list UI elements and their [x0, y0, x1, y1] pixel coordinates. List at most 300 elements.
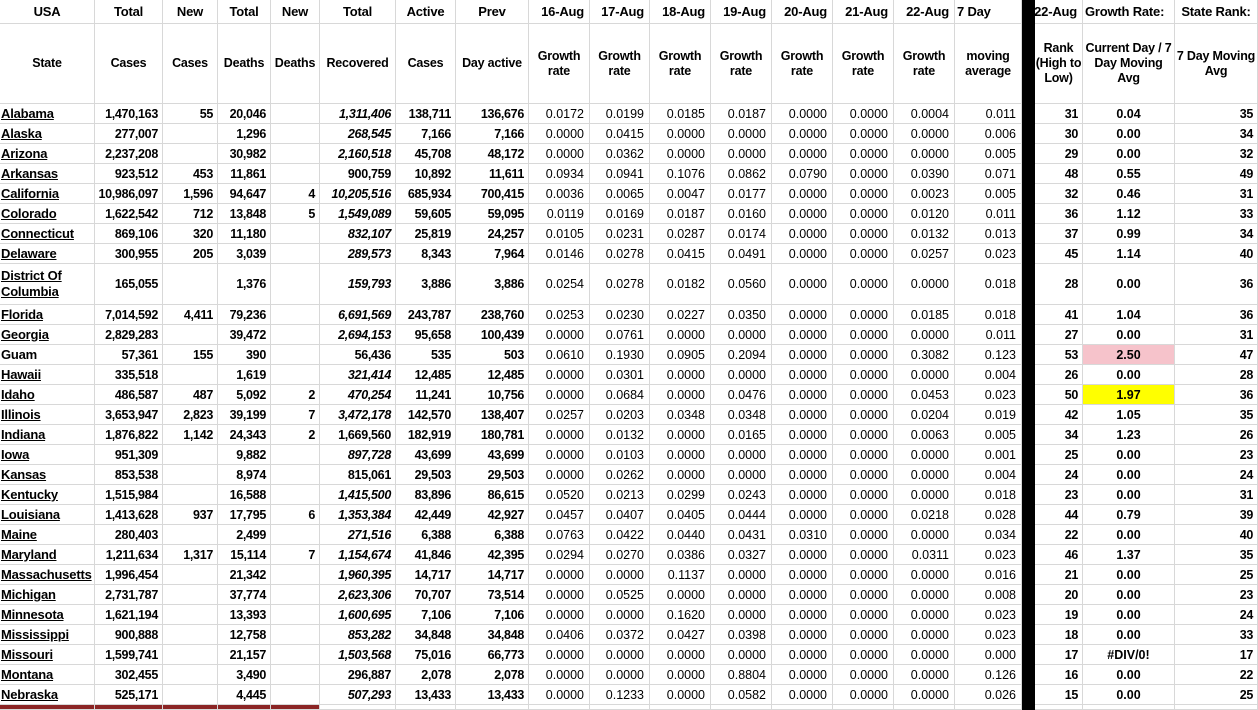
cell-new-cases[interactable]: 487 — [163, 385, 218, 405]
cell-growth-17aug[interactable]: 0.0278 — [590, 264, 650, 305]
cell-growth-17aug[interactable]: 0.0262 — [590, 465, 650, 485]
header1-growth-22aug[interactable]: 22-Aug — [894, 0, 955, 24]
cell-growth-16aug[interactable]: 0.0036 — [529, 184, 590, 204]
cell-growth-16aug[interactable]: 0.0934 — [529, 164, 590, 184]
cell-total-recovered[interactable]: 1,669,560 — [320, 425, 396, 445]
cell-active-cases[interactable]: 3,886 — [396, 264, 456, 305]
cell-growth-ratio[interactable]: 0.00 — [1083, 525, 1175, 545]
cell-state[interactable]: Massachusetts — [0, 565, 95, 585]
cell-total-cases[interactable]: 900,888 — [95, 625, 163, 645]
cell-growth-16aug[interactable]: 0.0294 — [529, 545, 590, 565]
header1-rank-22aug[interactable]: 22-Aug — [1035, 0, 1083, 24]
cell-prev-day-active[interactable]: 86,615 — [456, 485, 529, 505]
header1-prev-day-active[interactable]: Prev — [456, 0, 529, 24]
cell-growth-20aug[interactable]: 0.0000 — [772, 305, 833, 325]
header2-7day-moving-avg[interactable]: moving average — [955, 24, 1022, 104]
cell-growth-17aug[interactable]: 0.0065 — [590, 184, 650, 204]
cell-growth-16aug[interactable]: 0.0406 — [529, 625, 590, 645]
cell-state-rank-7day[interactable]: 33 — [1175, 204, 1258, 224]
cell-growth-16aug[interactable]: 0.0253 — [529, 305, 590, 325]
cell-total-deaths[interactable]: 79,236 — [218, 305, 271, 325]
cell-state-rank-7day[interactable]: 31 — [1175, 184, 1258, 204]
header2-total-recovered[interactable]: Recovered — [320, 24, 396, 104]
cell-total-recovered[interactable]: 1,311,406 — [320, 104, 396, 124]
cell-growth-16aug[interactable]: 0.0000 — [529, 425, 590, 445]
cell-new-cases[interactable] — [163, 565, 218, 585]
cell-growth-19aug[interactable]: 0.0000 — [711, 144, 772, 164]
cell-7day-moving-avg[interactable]: 0.023 — [955, 625, 1022, 645]
cell-total-deaths[interactable]: 21,157 — [218, 645, 271, 665]
cell-state[interactable]: Arkansas — [0, 164, 95, 184]
cell-total-recovered[interactable]: 3,472,178 — [320, 405, 396, 425]
cell-active-cases[interactable]: 13,433 — [396, 685, 456, 705]
cell-growth-18aug[interactable]: 0.0000 — [650, 665, 711, 685]
cell-active-cases[interactable]: 43,699 — [396, 445, 456, 465]
cell-growth-22aug[interactable]: 0.0000 — [894, 605, 955, 625]
cell-growth-18aug[interactable]: 0.0299 — [650, 485, 711, 505]
cell-growth-20aug[interactable]: 0.0000 — [772, 385, 833, 405]
cell-prev-day-active[interactable]: 180,781 — [456, 425, 529, 445]
cell-growth-17aug[interactable]: 0.0000 — [590, 565, 650, 585]
cell-state-rank-7day[interactable]: 22 — [1175, 665, 1258, 685]
cell-growth-ratio[interactable]: 0.00 — [1083, 585, 1175, 605]
cell-total-deaths[interactable]: 15,114 — [218, 545, 271, 565]
cell-total-recovered[interactable]: 1,960,395 — [320, 565, 396, 585]
cell-active-cases[interactable]: 6,388 — [396, 525, 456, 545]
cell-growth-21aug[interactable]: 0.0000 — [833, 605, 894, 625]
cell-7day-moving-avg[interactable]: 0.008 — [955, 585, 1022, 605]
cell-active-cases[interactable]: 25,819 — [396, 224, 456, 244]
cell-7day-moving-avg[interactable]: 0.018 — [955, 264, 1022, 305]
cell-growth-20aug[interactable]: 0.0000 — [772, 505, 833, 525]
cell-prev-day-active[interactable]: 73,514 — [456, 585, 529, 605]
cell-growth-18aug[interactable]: 0.1620 — [650, 605, 711, 625]
cell-active-cases[interactable]: 12,485 — [396, 365, 456, 385]
cell-growth-22aug[interactable]: 0.0063 — [894, 425, 955, 445]
cell-growth-21aug[interactable]: 0.0000 — [833, 565, 894, 585]
cell-growth-ratio[interactable]: 0.00 — [1083, 625, 1175, 645]
cell-growth-19aug[interactable]: 0.0000 — [711, 124, 772, 144]
cell-total-cases[interactable]: 1,622,542 — [95, 204, 163, 224]
cell-new-deaths[interactable] — [271, 525, 320, 545]
cell-new-deaths[interactable]: 5 — [271, 204, 320, 224]
cell-rank-22aug[interactable]: 44 — [1035, 505, 1083, 525]
cell-total-cases[interactable]: 280,403 — [95, 525, 163, 545]
header2-prev-day-active[interactable]: Day active — [456, 24, 529, 104]
cell-new-deaths[interactable]: 2 — [271, 425, 320, 445]
cell-growth-ratio[interactable]: 0.00 — [1083, 264, 1175, 305]
cell-active-cases[interactable]: 535 — [396, 345, 456, 365]
cell-growth-20aug[interactable]: 0.0000 — [772, 585, 833, 605]
cell-total-deaths[interactable]: 2,499 — [218, 525, 271, 545]
cell-growth-22aug[interactable]: 0.0000 — [894, 645, 955, 665]
cell-growth-20aug[interactable]: 0.0000 — [772, 685, 833, 705]
cell-active-cases[interactable]: 70,707 — [396, 585, 456, 605]
cell-growth-18aug[interactable]: 0.0000 — [650, 445, 711, 465]
header2-growth-19aug[interactable]: Growth rate — [711, 24, 772, 104]
cell-rank-22aug[interactable]: 36 — [1035, 204, 1083, 224]
cell-growth-18aug[interactable]: 0.0000 — [650, 144, 711, 164]
cell-new-cases[interactable]: 1,596 — [163, 184, 218, 204]
header2-active-cases[interactable]: Cases — [396, 24, 456, 104]
cell-active-cases[interactable]: 34,848 — [396, 625, 456, 645]
cell-growth-16aug[interactable]: 0.0000 — [529, 465, 590, 485]
cell-total-deaths[interactable]: 11,861 — [218, 164, 271, 184]
cell-total-recovered[interactable]: 507,293 — [320, 685, 396, 705]
cell-active-cases[interactable]: 59,605 — [396, 204, 456, 224]
cell-growth-21aug[interactable]: 0.0000 — [833, 305, 894, 325]
cell-growth-ratio[interactable]: 0.55 — [1083, 164, 1175, 184]
cell-growth-22aug[interactable]: 0.0023 — [894, 184, 955, 204]
header2-total-cases[interactable]: Cases — [95, 24, 163, 104]
header2-new-deaths[interactable]: Deaths — [271, 24, 320, 104]
cell-prev-day-active[interactable]: 48,172 — [456, 144, 529, 164]
cell-growth-22aug[interactable]: 0.0000 — [894, 264, 955, 305]
cell-new-deaths[interactable]: 7 — [271, 405, 320, 425]
cell-rank-22aug[interactable]: 25 — [1035, 445, 1083, 465]
cell-growth-19aug[interactable]: 0.0000 — [711, 465, 772, 485]
cell-new-deaths[interactable] — [271, 485, 320, 505]
cell-new-cases[interactable]: 4,411 — [163, 305, 218, 325]
cell-growth-17aug[interactable]: 0.0231 — [590, 224, 650, 244]
cell-total-recovered[interactable]: 2,623,306 — [320, 585, 396, 605]
cell-growth-19aug[interactable]: 0.0348 — [711, 405, 772, 425]
cell-7day-moving-avg[interactable]: 0.123 — [955, 345, 1022, 365]
cell-growth-ratio[interactable]: 0.46 — [1083, 184, 1175, 204]
cell-growth-16aug[interactable]: 0.0000 — [529, 385, 590, 405]
cell-growth-17aug[interactable]: 0.0422 — [590, 525, 650, 545]
cell-total-recovered[interactable]: 56,436 — [320, 345, 396, 365]
cell-7day-moving-avg[interactable]: 0.005 — [955, 184, 1022, 204]
cell-growth-22aug[interactable]: 0.0218 — [894, 505, 955, 525]
cell-total-recovered[interactable]: 268,545 — [320, 124, 396, 144]
cell-new-cases[interactable]: 937 — [163, 505, 218, 525]
header1-total-deaths[interactable]: Total — [218, 0, 271, 24]
cell-total-cases[interactable]: 1,621,194 — [95, 605, 163, 625]
header2-growth-17aug[interactable]: Growth rate — [590, 24, 650, 104]
cell-growth-22aug[interactable]: 0.3082 — [894, 345, 955, 365]
cell-new-cases[interactable] — [163, 485, 218, 505]
cell-state-rank-7day[interactable]: 25 — [1175, 685, 1258, 705]
cell-growth-22aug[interactable]: 0.0000 — [894, 525, 955, 545]
cell-total-recovered[interactable]: 159,793 — [320, 264, 396, 305]
cell-growth-17aug[interactable]: 0.0199 — [590, 104, 650, 124]
cell-growth-ratio[interactable]: 1.23 — [1083, 425, 1175, 445]
cell-new-cases[interactable] — [163, 525, 218, 545]
cell-growth-17aug[interactable]: 0.0000 — [590, 665, 650, 685]
cell-growth-16aug[interactable]: 0.0172 — [529, 104, 590, 124]
cell-growth-19aug[interactable]: 0.0177 — [711, 184, 772, 204]
header2-rank-22aug[interactable]: Rank (High to Low) — [1035, 24, 1083, 104]
cell-total-recovered[interactable]: 2,694,153 — [320, 325, 396, 345]
cell-state[interactable]: Missouri — [0, 645, 95, 665]
cell-prev-day-active[interactable]: 13,433 — [456, 685, 529, 705]
cell-growth-20aug[interactable]: 0.0000 — [772, 645, 833, 665]
cell-rank-22aug[interactable]: 15 — [1035, 685, 1083, 705]
cell-growth-ratio[interactable]: #DIV/0! — [1083, 645, 1175, 665]
cell-total-deaths[interactable]: 1,296 — [218, 124, 271, 144]
cell-growth-20aug[interactable]: 0.0000 — [772, 605, 833, 625]
cell-total-cases[interactable]: 2,829,283 — [95, 325, 163, 345]
header2-growth-20aug[interactable]: Growth rate — [772, 24, 833, 104]
cell-growth-20aug[interactable]: 0.0000 — [772, 545, 833, 565]
cell-growth-16aug[interactable]: 0.0000 — [529, 325, 590, 345]
cell-new-cases[interactable] — [163, 465, 218, 485]
cell-7day-moving-avg[interactable]: 0.026 — [955, 685, 1022, 705]
cell-state[interactable]: Indiana — [0, 425, 95, 445]
cell-rank-22aug[interactable]: 42 — [1035, 405, 1083, 425]
cell-growth-19aug[interactable]: 0.0476 — [711, 385, 772, 405]
cell-total-deaths[interactable]: 16,588 — [218, 485, 271, 505]
cell-new-cases[interactable] — [163, 264, 218, 305]
cell-growth-16aug[interactable]: 0.0610 — [529, 345, 590, 365]
cell-growth-ratio[interactable]: 1.04 — [1083, 305, 1175, 325]
cell-state-rank-7day[interactable]: 47 — [1175, 345, 1258, 365]
cell-total-cases[interactable]: 10,986,097 — [95, 184, 163, 204]
cell-state-rank-7day[interactable]: 28 — [1175, 365, 1258, 385]
cell-total-deaths[interactable]: 21,342 — [218, 565, 271, 585]
cell-new-deaths[interactable] — [271, 445, 320, 465]
cell-growth-19aug[interactable]: 0.0165 — [711, 425, 772, 445]
cell-total-cases[interactable]: 2,237,208 — [95, 144, 163, 164]
cell-growth-16aug[interactable]: 0.0000 — [529, 605, 590, 625]
cell-growth-21aug[interactable]: 0.0000 — [833, 625, 894, 645]
cell-growth-22aug[interactable]: 0.0000 — [894, 665, 955, 685]
cell-growth-22aug[interactable]: 0.0132 — [894, 224, 955, 244]
cell-growth-19aug[interactable]: 0.8804 — [711, 665, 772, 685]
cell-rank-22aug[interactable]: 19 — [1035, 605, 1083, 625]
cell-state[interactable]: Montana — [0, 665, 95, 685]
cell-new-cases[interactable]: 1,142 — [163, 425, 218, 445]
cell-growth-17aug[interactable]: 0.0203 — [590, 405, 650, 425]
cell-growth-ratio[interactable]: 0.99 — [1083, 224, 1175, 244]
cell-growth-18aug[interactable]: 0.0440 — [650, 525, 711, 545]
cell-growth-17aug[interactable]: 0.0000 — [590, 645, 650, 665]
cell-state-rank-7day[interactable]: 24 — [1175, 605, 1258, 625]
cell-total-deaths[interactable]: 390 — [218, 345, 271, 365]
cell-growth-ratio[interactable]: 0.00 — [1083, 485, 1175, 505]
cell-growth-20aug[interactable]: 0.0000 — [772, 264, 833, 305]
cell-state[interactable]: Kentucky — [0, 485, 95, 505]
cell-growth-ratio[interactable]: 0.00 — [1083, 325, 1175, 345]
cell-rank-22aug[interactable]: 20 — [1035, 585, 1083, 605]
cell-growth-22aug[interactable]: 0.0000 — [894, 144, 955, 164]
cell-total-recovered[interactable]: 1,503,568 — [320, 645, 396, 665]
header1-7day-moving-avg[interactable]: 7 Day — [955, 0, 1022, 24]
cell-growth-16aug[interactable]: 0.0000 — [529, 645, 590, 665]
cell-total-recovered[interactable]: 296,887 — [320, 665, 396, 685]
cell-state[interactable]: Delaware — [0, 244, 95, 264]
cell-growth-22aug[interactable]: 0.0453 — [894, 385, 955, 405]
cell-growth-18aug[interactable]: 0.0000 — [650, 325, 711, 345]
header2-growth-ratio[interactable]: Current Day / 7 Day Moving Avg — [1083, 24, 1175, 104]
cell-state-rank-7day[interactable]: 36 — [1175, 385, 1258, 405]
cell-total-deaths[interactable]: 30,982 — [218, 144, 271, 164]
cell-active-cases[interactable]: 14,717 — [396, 565, 456, 585]
cell-growth-22aug[interactable]: 0.0000 — [894, 625, 955, 645]
cell-growth-21aug[interactable]: 0.0000 — [833, 124, 894, 144]
cell-active-cases[interactable]: 29,503 — [396, 465, 456, 485]
cell-growth-18aug[interactable]: 0.0185 — [650, 104, 711, 124]
cell-rank-22aug[interactable]: 18 — [1035, 625, 1083, 645]
cell-active-cases[interactable]: 182,919 — [396, 425, 456, 445]
cell-active-cases[interactable]: 11,241 — [396, 385, 456, 405]
cell-growth-21aug[interactable]: 0.0000 — [833, 525, 894, 545]
cell-rank-22aug[interactable]: 23 — [1035, 485, 1083, 505]
cell-growth-16aug[interactable]: 0.0105 — [529, 224, 590, 244]
cell-growth-18aug[interactable]: 0.0047 — [650, 184, 711, 204]
cell-total-cases[interactable]: 277,007 — [95, 124, 163, 144]
cell-active-cases[interactable]: 7,166 — [396, 124, 456, 144]
cell-total-recovered[interactable]: 289,573 — [320, 244, 396, 264]
cell-total-cases[interactable]: 302,455 — [95, 665, 163, 685]
cell-new-deaths[interactable] — [271, 144, 320, 164]
cell-growth-16aug[interactable]: 0.0457 — [529, 505, 590, 525]
cell-growth-21aug[interactable]: 0.0000 — [833, 585, 894, 605]
cell-total-recovered[interactable]: 10,205,516 — [320, 184, 396, 204]
header1-growth-18aug[interactable]: 18-Aug — [650, 0, 711, 24]
cell-growth-16aug[interactable]: 0.0520 — [529, 485, 590, 505]
cell-growth-21aug[interactable]: 0.0000 — [833, 264, 894, 305]
cell-rank-22aug[interactable]: 46 — [1035, 545, 1083, 565]
cell-growth-20aug[interactable]: 0.0000 — [772, 445, 833, 465]
cell-growth-22aug[interactable]: 0.0204 — [894, 405, 955, 425]
cell-growth-19aug[interactable]: 0.0187 — [711, 104, 772, 124]
cell-state-rank-7day[interactable]: 23 — [1175, 585, 1258, 605]
cell-growth-16aug[interactable]: 0.0000 — [529, 365, 590, 385]
cell-growth-17aug[interactable]: 0.0000 — [590, 605, 650, 625]
cell-7day-moving-avg[interactable]: 0.034 — [955, 525, 1022, 545]
cell-state[interactable]: Mississippi — [0, 625, 95, 645]
header2-total-deaths[interactable]: Deaths — [218, 24, 271, 104]
header1-growth-20aug[interactable]: 20-Aug — [772, 0, 833, 24]
cell-total-deaths[interactable]: 24,343 — [218, 425, 271, 445]
cell-growth-ratio[interactable]: 0.00 — [1083, 465, 1175, 485]
cell-state[interactable]: Arizona — [0, 144, 95, 164]
cell-growth-20aug[interactable]: 0.0000 — [772, 465, 833, 485]
cell-growth-20aug[interactable]: 0.0000 — [772, 425, 833, 445]
cell-total-cases[interactable]: 1,996,454 — [95, 565, 163, 585]
cell-growth-21aug[interactable]: 0.0000 — [833, 405, 894, 425]
cell-state[interactable]: Hawaii — [0, 365, 95, 385]
cell-growth-21aug[interactable]: 0.0000 — [833, 665, 894, 685]
cell-7day-moving-avg[interactable]: 0.023 — [955, 545, 1022, 565]
cell-total-recovered[interactable]: 1,549,089 — [320, 204, 396, 224]
cell-new-deaths[interactable] — [271, 605, 320, 625]
cell-new-deaths[interactable] — [271, 585, 320, 605]
cell-total-recovered[interactable]: 897,728 — [320, 445, 396, 465]
cell-total-deaths[interactable]: 5,092 — [218, 385, 271, 405]
cell-new-deaths[interactable] — [271, 345, 320, 365]
cell-prev-day-active[interactable]: 136,676 — [456, 104, 529, 124]
header1-growth-17aug[interactable]: 17-Aug — [590, 0, 650, 24]
cell-growth-18aug[interactable]: 0.0000 — [650, 425, 711, 445]
header2-growth-18aug[interactable]: Growth rate — [650, 24, 711, 104]
cell-total-cases[interactable]: 853,538 — [95, 465, 163, 485]
cell-prev-day-active[interactable]: 11,611 — [456, 164, 529, 184]
cell-growth-19aug[interactable]: 0.0582 — [711, 685, 772, 705]
header1-total-recovered[interactable]: Total — [320, 0, 396, 24]
cell-active-cases[interactable]: 95,658 — [396, 325, 456, 345]
cell-active-cases[interactable]: 2,078 — [396, 665, 456, 685]
cell-growth-18aug[interactable]: 0.0386 — [650, 545, 711, 565]
cell-new-cases[interactable] — [163, 445, 218, 465]
cell-new-cases[interactable] — [163, 665, 218, 685]
cell-growth-18aug[interactable]: 0.1076 — [650, 164, 711, 184]
cell-growth-19aug[interactable]: 0.0000 — [711, 325, 772, 345]
cell-state[interactable]: Nebraska — [0, 685, 95, 705]
cell-rank-22aug[interactable]: 21 — [1035, 565, 1083, 585]
cell-growth-21aug[interactable]: 0.0000 — [833, 345, 894, 365]
cell-new-deaths[interactable] — [271, 665, 320, 685]
cell-growth-17aug[interactable]: 0.0132 — [590, 425, 650, 445]
cell-state-rank-7day[interactable]: 25 — [1175, 565, 1258, 585]
cell-growth-21aug[interactable]: 0.0000 — [833, 485, 894, 505]
cell-growth-22aug[interactable]: 0.0000 — [894, 585, 955, 605]
cell-rank-22aug[interactable]: 32 — [1035, 184, 1083, 204]
cell-rank-22aug[interactable]: 28 — [1035, 264, 1083, 305]
cell-growth-20aug[interactable]: 0.0000 — [772, 665, 833, 685]
cell-state-rank-7day[interactable]: 35 — [1175, 104, 1258, 124]
cell-total-cases[interactable]: 57,361 — [95, 345, 163, 365]
cell-growth-16aug[interactable]: 0.0000 — [529, 445, 590, 465]
cell-rank-22aug[interactable]: 53 — [1035, 345, 1083, 365]
cell-growth-17aug[interactable]: 0.0941 — [590, 164, 650, 184]
cell-growth-18aug[interactable]: 0.0905 — [650, 345, 711, 365]
cell-new-deaths[interactable] — [271, 124, 320, 144]
cell-growth-18aug[interactable]: 0.0348 — [650, 405, 711, 425]
cell-growth-ratio[interactable]: 0.00 — [1083, 565, 1175, 585]
cell-state-rank-7day[interactable]: 39 — [1175, 505, 1258, 525]
cell-growth-ratio[interactable]: 0.04 — [1083, 104, 1175, 124]
cell-prev-day-active[interactable]: 66,773 — [456, 645, 529, 665]
cell-growth-20aug[interactable]: 0.0000 — [772, 224, 833, 244]
cell-prev-day-active[interactable]: 10,756 — [456, 385, 529, 405]
cell-state[interactable]: Colorado — [0, 204, 95, 224]
cell-state-rank-7day[interactable]: 23 — [1175, 445, 1258, 465]
cell-prev-day-active[interactable]: 24,257 — [456, 224, 529, 244]
cell-total-deaths[interactable]: 17,795 — [218, 505, 271, 525]
cell-prev-day-active[interactable]: 34,848 — [456, 625, 529, 645]
cell-growth-19aug[interactable]: 0.0000 — [711, 365, 772, 385]
cell-growth-18aug[interactable]: 0.0427 — [650, 625, 711, 645]
cell-growth-17aug[interactable]: 0.0525 — [590, 585, 650, 605]
cell-7day-moving-avg[interactable]: 0.011 — [955, 204, 1022, 224]
cell-growth-19aug[interactable]: 0.0350 — [711, 305, 772, 325]
cell-total-deaths[interactable]: 39,472 — [218, 325, 271, 345]
cell-growth-19aug[interactable]: 0.0174 — [711, 224, 772, 244]
cell-new-cases[interactable]: 320 — [163, 224, 218, 244]
cell-total-recovered[interactable]: 900,759 — [320, 164, 396, 184]
cell-rank-22aug[interactable]: 48 — [1035, 164, 1083, 184]
cell-total-cases[interactable]: 1,211,634 — [95, 545, 163, 565]
cell-growth-21aug[interactable]: 0.0000 — [833, 184, 894, 204]
cell-total-cases[interactable]: 300,955 — [95, 244, 163, 264]
cell-state[interactable]: Connecticut — [0, 224, 95, 244]
cell-growth-ratio[interactable]: 1.37 — [1083, 545, 1175, 565]
cell-total-recovered[interactable]: 6,691,569 — [320, 305, 396, 325]
cell-growth-20aug[interactable]: 0.0000 — [772, 244, 833, 264]
cell-prev-day-active[interactable]: 6,388 — [456, 525, 529, 545]
cell-growth-22aug[interactable]: 0.0000 — [894, 465, 955, 485]
cell-total-cases[interactable]: 335,518 — [95, 365, 163, 385]
cell-7day-moving-avg[interactable]: 0.013 — [955, 224, 1022, 244]
header2-growth-16aug[interactable]: Growth rate — [529, 24, 590, 104]
cell-state-rank-7day[interactable]: 32 — [1175, 144, 1258, 164]
cell-active-cases[interactable]: 685,934 — [396, 184, 456, 204]
cell-growth-18aug[interactable]: 0.0227 — [650, 305, 711, 325]
cell-growth-18aug[interactable]: 0.0000 — [650, 124, 711, 144]
